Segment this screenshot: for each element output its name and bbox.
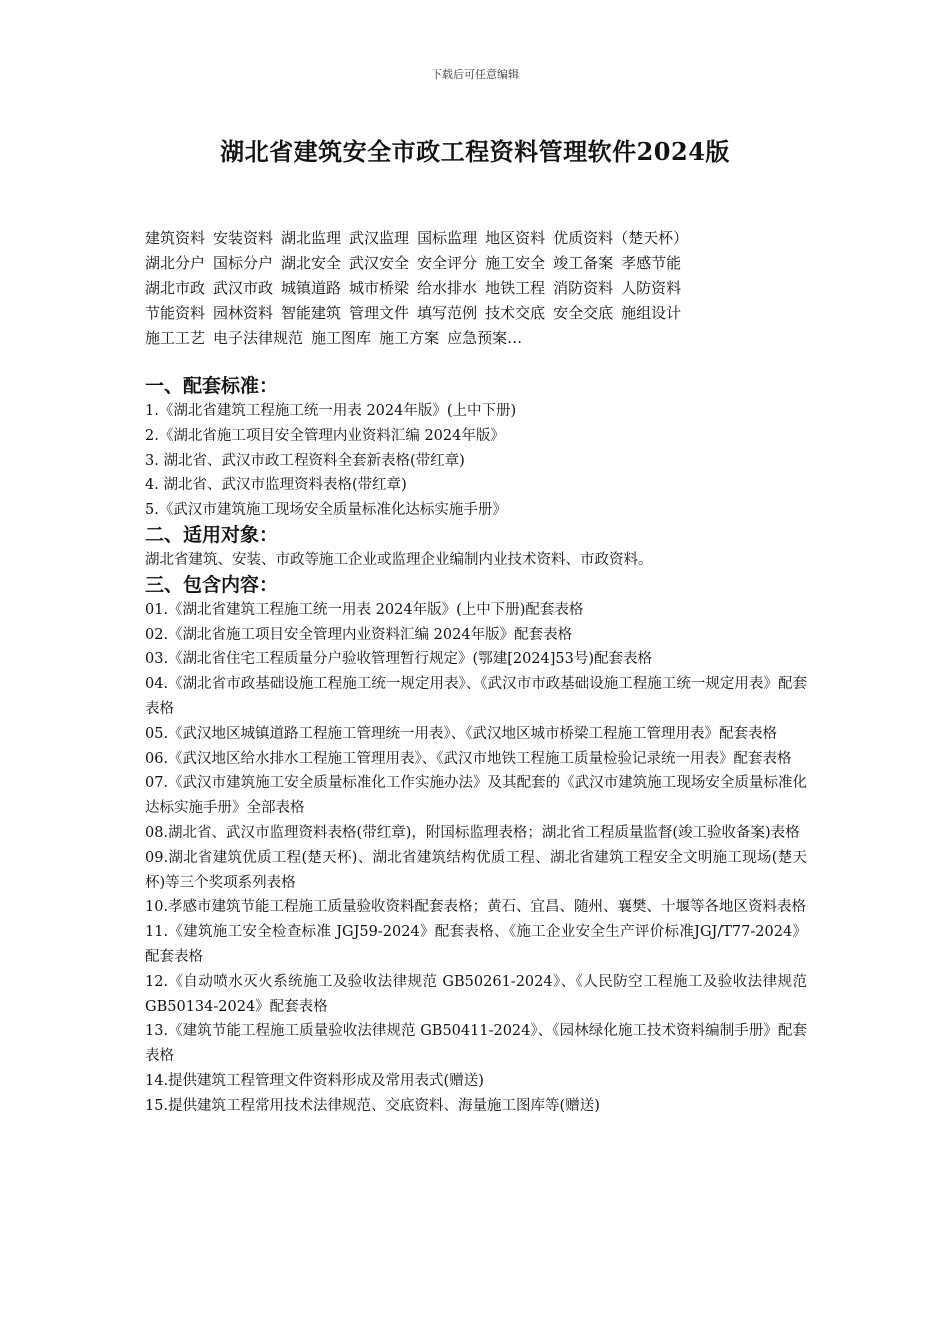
category-tag: 湖北分户 <box>145 254 206 272</box>
category-tag: 填写范例 <box>417 304 478 322</box>
category-tag: 武汉市政 <box>213 279 274 297</box>
category-tag: 湖北安全 <box>281 254 342 272</box>
list-item: 5.《武汉市建筑施工现场安全质量标准化达标实施手册》 <box>145 502 507 519</box>
category-tag: 国标监理 <box>417 229 478 247</box>
tag-line <box>145 226 785 251</box>
list-item: 02.《湖北省施工项目安全管理内业资料汇编 2024年版》配套表格 <box>145 626 573 643</box>
category-tag: 湖北监理 <box>281 229 342 247</box>
list-item: 09.湖北省建筑优质工程(楚天杯)、湖北省建筑结构优质工程、湖北省建筑工程安全文明施工现场(楚天杯)等三个奖项系列表格 <box>145 849 807 891</box>
list-item: 12.《自动喷水灭火系统施工及验收法律规范 GB50261-2024》、《人民防空工程施工及验收法律规范 GB50134-2024》配套表格 <box>145 973 807 1015</box>
category-tag: 施组设计 <box>621 304 682 322</box>
category-tag: 施工安全 <box>485 254 546 272</box>
category-tag: 给水排水 <box>417 279 478 297</box>
category-tag: 安全交底 <box>553 304 614 322</box>
category-tag: 湖北市政 <box>145 279 206 297</box>
category-tag: 智能建筑 <box>281 304 342 322</box>
category-tag: 管理文件 <box>349 304 410 322</box>
category-tag: 施工图库 <box>311 329 372 347</box>
list-item: 11.《建筑施工安全检查标准 JGJ59-2024》配套表格、《施工企业安全生产评价标准JGJ/T77-2024》配套表格 <box>145 924 807 965</box>
list-item: 01.《湖北省建筑工程施工统一用表 2024年版》(上中下册)配套表格 <box>145 601 584 618</box>
list-item: 15.提供建筑工程常用技术法律规范、交底资料、海量施工图库等(赠送) <box>145 1097 600 1114</box>
list-item: 05.《武汉地区城镇道路工程施工管理统一用表》、《武汉地区城市桥梁工程施工管理用表》配套表格 <box>145 725 778 742</box>
section-heading-standards: 一、配套标准： <box>145 375 279 397</box>
tag-line <box>145 276 785 301</box>
category-tag: 城镇道路 <box>281 279 342 297</box>
list-item: 03.《湖北省住宅工程质量分户验收管理暂行规定》(鄂建[2024]53号)配套表格 <box>145 651 653 668</box>
list-item: 14.提供建筑工程管理文件资料形成及常用表式(赠送) <box>145 1072 484 1089</box>
list-item: 4. 湖北省、武汉市监理资料表格(带红章) <box>145 477 407 494</box>
section-heading-audience: 二、适用对象： <box>145 523 279 546</box>
category-tag: 城市桥梁 <box>349 279 410 297</box>
category-tag: 建筑资料 <box>145 229 206 247</box>
category-tag: 节能资料 <box>145 304 206 322</box>
category-tag-list <box>145 226 785 351</box>
category-tag: 武汉监理 <box>349 229 410 247</box>
contents-list <box>145 598 807 1119</box>
header-note: 下载后可任意编辑 <box>431 68 519 81</box>
category-tag: 技术交底 <box>485 304 546 322</box>
tag-line <box>145 251 785 276</box>
section-heading-contents: 三、包含内容： <box>145 573 279 596</box>
list-item: 06.《武汉地区给水排水工程施工管理用表》、《武汉市地铁工程施工质量检验记录统一用表》配套表格 <box>145 750 792 767</box>
standards-list <box>145 399 807 523</box>
list-item: 3. 湖北省、武汉市政工程资料全套新表格(带红章) <box>145 452 465 469</box>
category-tag: 优质资料（楚天杯） <box>553 229 689 247</box>
list-item: 1.《湖北省建筑工程施工统一用表 2024年版》(上中下册) <box>145 403 517 419</box>
category-tag: 竣工备案 <box>553 254 614 272</box>
category-tag: 人防资料 <box>621 279 682 297</box>
category-tag: 地区资料 <box>485 229 546 247</box>
category-tag: 园林资料 <box>213 304 274 322</box>
tag-line <box>145 301 785 326</box>
category-tag: 电子法律规范 <box>213 329 304 347</box>
list-item: 2.《湖北省施工项目安全管理内业资料汇编 2024年版》 <box>145 427 505 444</box>
category-tag: 武汉安全 <box>349 254 410 272</box>
category-tag: 安装资料 <box>213 229 274 247</box>
category-tag: 消防资料 <box>553 279 614 297</box>
list-item: 10.孝感市建筑节能工程施工质量验收资料配套表格；黄石、宜昌、随州、襄樊、十堰等各地区资料表格 <box>145 899 807 916</box>
category-tag: 应急预案… <box>447 329 523 347</box>
list-item: 13.《建筑节能工程施工质量验收法律规范 GB50411-2024》、《园林绿化施工技术资料编制手册》配套表格 <box>145 1023 807 1065</box>
list-item: 04.《湖北省市政基础设施工程施工统一规定用表》、《武汉市市政基础设施工程施工统一规定用表》配套表格 <box>145 676 807 717</box>
category-tag: 安全评分 <box>417 254 478 272</box>
tag-line <box>145 326 785 351</box>
document-body <box>145 374 807 1119</box>
category-tag: 国标分户 <box>213 254 274 272</box>
list-item: 08.湖北省、武汉市监理资料表格(带红章)，附国标监理表格；湖北省工程质量监督(竣工验收备案)表格 <box>145 824 800 841</box>
category-tag: 孝感节能 <box>621 254 682 272</box>
audience-text: 湖北省建筑、安装、市政等施工企业或监理企业编制内业技术资料、市政资料。 <box>145 551 653 568</box>
category-tag: 地铁工程 <box>485 279 546 297</box>
document-title: 湖北省建筑安全市政工程资料管理软件2024版 <box>220 137 730 166</box>
category-tag: 施工工艺 <box>145 329 206 347</box>
category-tag: 施工方案 <box>379 329 440 347</box>
list-item: 07.《武汉市建筑施工安全质量标准化工作实施办法》及其配套的《武汉市建筑施工现场安全质量标准化达标实施手册》全部表格 <box>145 775 807 817</box>
